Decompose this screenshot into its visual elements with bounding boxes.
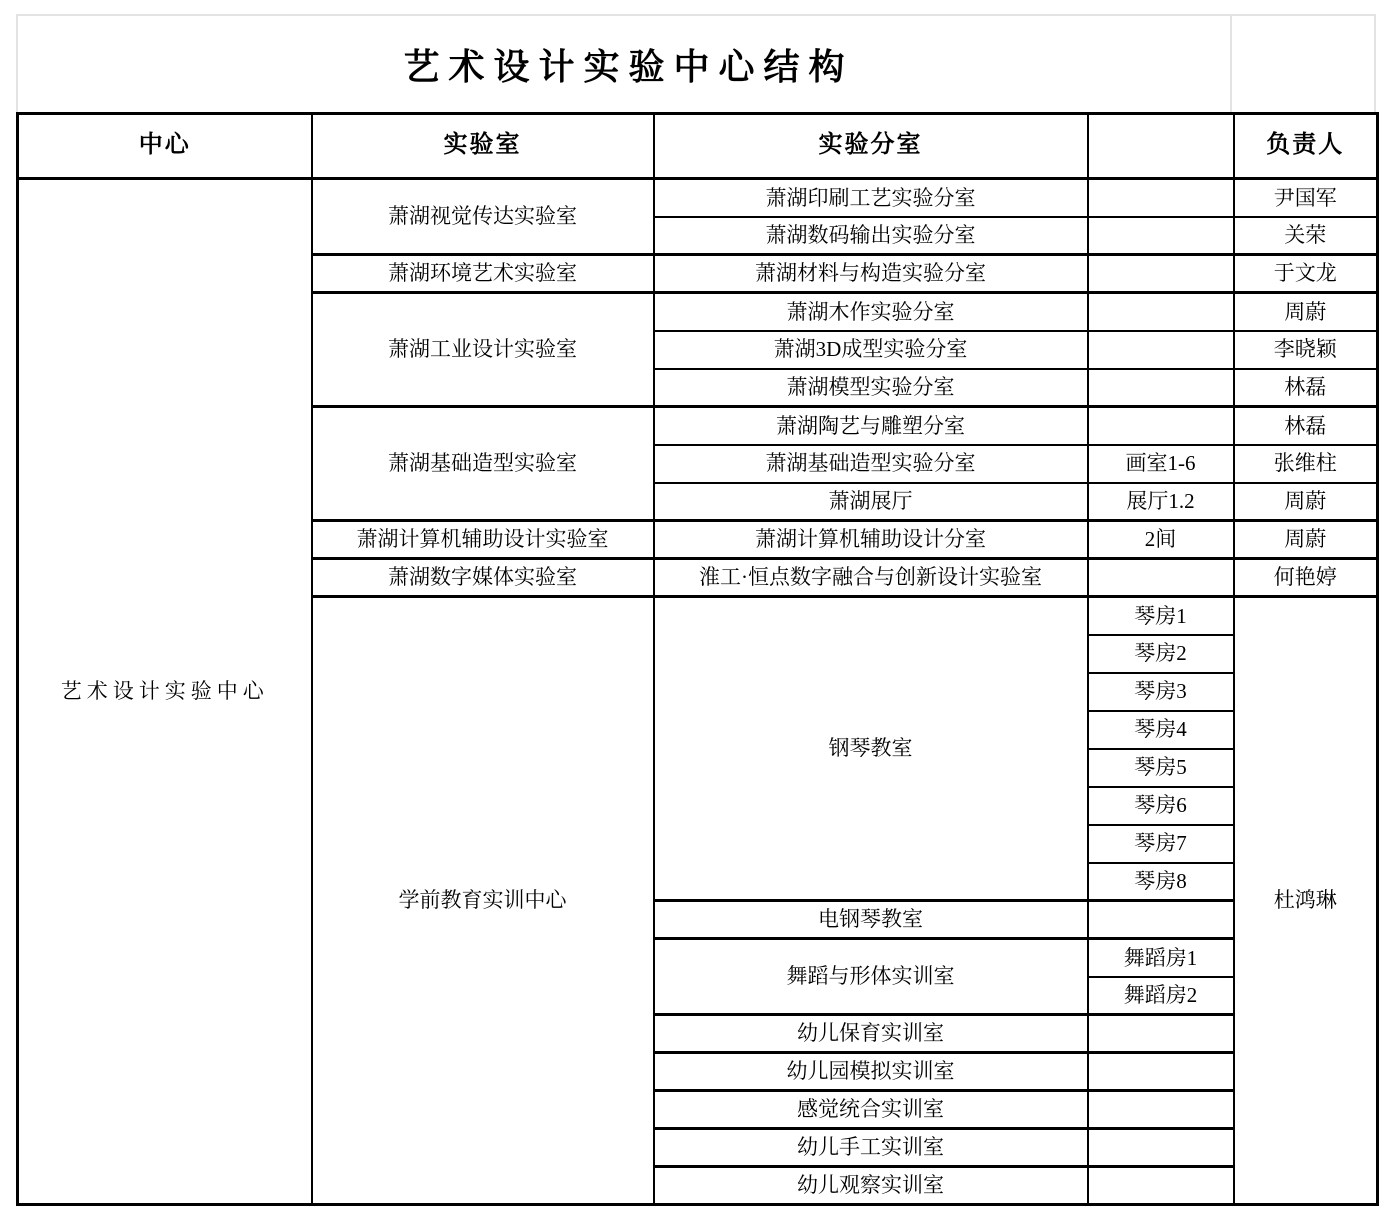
sublab-cell: 幼儿手工实训室 bbox=[654, 1129, 1088, 1167]
detail-cell: 琴房7 bbox=[1088, 825, 1234, 863]
lab-cell: 萧湖数字媒体实验室 bbox=[312, 559, 654, 597]
detail-cell: 舞蹈房2 bbox=[1088, 977, 1234, 1015]
detail-cell: 琴房1 bbox=[1088, 597, 1234, 635]
sublab-cell: 幼儿观察实训室 bbox=[654, 1167, 1088, 1205]
detail-cell bbox=[1088, 1053, 1234, 1091]
manager-cell: 林磊 bbox=[1234, 369, 1378, 407]
detail-cell: 琴房4 bbox=[1088, 711, 1234, 749]
lab-cell: 学前教育实训中心 bbox=[312, 597, 654, 1205]
sublab-cell: 萧湖陶艺与雕塑分室 bbox=[654, 407, 1088, 445]
sublab-cell: 萧湖基础造型实验分室 bbox=[654, 445, 1088, 483]
detail-cell bbox=[1088, 293, 1234, 331]
detail-cell bbox=[1088, 1167, 1234, 1205]
page-title: 艺术设计实验中心结构 bbox=[403, 46, 854, 87]
manager-cell: 于文龙 bbox=[1234, 255, 1378, 293]
col-header-manager: 负责人 bbox=[1234, 114, 1378, 179]
manager-cell: 关荣 bbox=[1234, 217, 1378, 255]
detail-cell: 2间 bbox=[1088, 521, 1234, 559]
sublab-cell: 电钢琴教室 bbox=[654, 901, 1088, 939]
sublab-cell: 萧湖模型实验分室 bbox=[654, 369, 1088, 407]
detail-cell: 琴房6 bbox=[1088, 787, 1234, 825]
sublab-cell: 萧湖展厅 bbox=[654, 483, 1088, 521]
detail-cell bbox=[1088, 1091, 1234, 1129]
sublab-cell: 萧湖3D成型实验分室 bbox=[654, 331, 1088, 369]
manager-cell: 周蔚 bbox=[1234, 483, 1378, 521]
col-header-lab: 实验室 bbox=[312, 114, 654, 179]
title-row bbox=[16, 14, 1376, 112]
detail-cell: 画室1-6 bbox=[1088, 445, 1234, 483]
sublab-cell: 感觉统合实训室 bbox=[654, 1091, 1088, 1129]
detail-cell bbox=[1088, 901, 1234, 939]
lab-cell: 萧湖视觉传达实验室 bbox=[312, 179, 654, 255]
detail-cell bbox=[1088, 369, 1234, 407]
table-row bbox=[18, 179, 1378, 217]
lab-cell: 萧湖基础造型实验室 bbox=[312, 407, 654, 521]
detail-cell bbox=[1088, 1015, 1234, 1053]
structure-table bbox=[16, 112, 1379, 1206]
detail-cell bbox=[1088, 331, 1234, 369]
detail-cell: 琴房5 bbox=[1088, 749, 1234, 787]
title-side-empty-cell bbox=[1232, 14, 1376, 112]
col-header-center: 中心 bbox=[18, 114, 312, 179]
sublab-cell: 幼儿保育实训室 bbox=[654, 1015, 1088, 1053]
manager-cell: 李晓颖 bbox=[1234, 331, 1378, 369]
detail-cell: 琴房8 bbox=[1088, 863, 1234, 901]
col-header-sublab: 实验分室 bbox=[654, 114, 1088, 179]
manager-cell: 周蔚 bbox=[1234, 293, 1378, 331]
detail-cell bbox=[1088, 559, 1234, 597]
manager-cell: 何艳婷 bbox=[1234, 559, 1378, 597]
header-row bbox=[18, 114, 1378, 179]
detail-cell bbox=[1088, 255, 1234, 293]
table-title-cell bbox=[16, 14, 1232, 112]
detail-cell: 舞蹈房1 bbox=[1088, 939, 1234, 977]
manager-cell: 杜鸿琳 bbox=[1234, 597, 1378, 1205]
sublab-cell: 舞蹈与形体实训室 bbox=[654, 939, 1088, 1015]
manager-cell: 张维柱 bbox=[1234, 445, 1378, 483]
manager-cell: 尹国军 bbox=[1234, 179, 1378, 217]
sublab-cell: 幼儿园模拟实训室 bbox=[654, 1053, 1088, 1091]
sublab-cell: 萧湖计算机辅助设计分室 bbox=[654, 521, 1088, 559]
col-header-detail bbox=[1088, 114, 1234, 179]
manager-cell: 周蔚 bbox=[1234, 521, 1378, 559]
detail-cell: 展厅1.2 bbox=[1088, 483, 1234, 521]
lab-cell: 萧湖计算机辅助设计实验室 bbox=[312, 521, 654, 559]
sublab-cell: 萧湖印刷工艺实验分室 bbox=[654, 179, 1088, 217]
detail-cell bbox=[1088, 407, 1234, 445]
sublab-cell: 萧湖木作实验分室 bbox=[654, 293, 1088, 331]
detail-cell bbox=[1088, 1129, 1234, 1167]
manager-cell: 林磊 bbox=[1234, 407, 1378, 445]
sublab-cell: 钢琴教室 bbox=[654, 597, 1088, 901]
center-cell: 艺术设计实验中心 bbox=[18, 179, 312, 1205]
lab-cell: 萧湖环境艺术实验室 bbox=[312, 255, 654, 293]
lab-cell: 萧湖工业设计实验室 bbox=[312, 293, 654, 407]
detail-cell: 琴房3 bbox=[1088, 673, 1234, 711]
detail-cell: 琴房2 bbox=[1088, 635, 1234, 673]
detail-cell bbox=[1088, 179, 1234, 217]
sublab-cell: 萧湖材料与构造实验分室 bbox=[654, 255, 1088, 293]
sublab-cell: 萧湖数码输出实验分室 bbox=[654, 217, 1088, 255]
detail-cell bbox=[1088, 217, 1234, 255]
sublab-cell: 淮工·恒点数字融合与创新设计实验室 bbox=[654, 559, 1088, 597]
